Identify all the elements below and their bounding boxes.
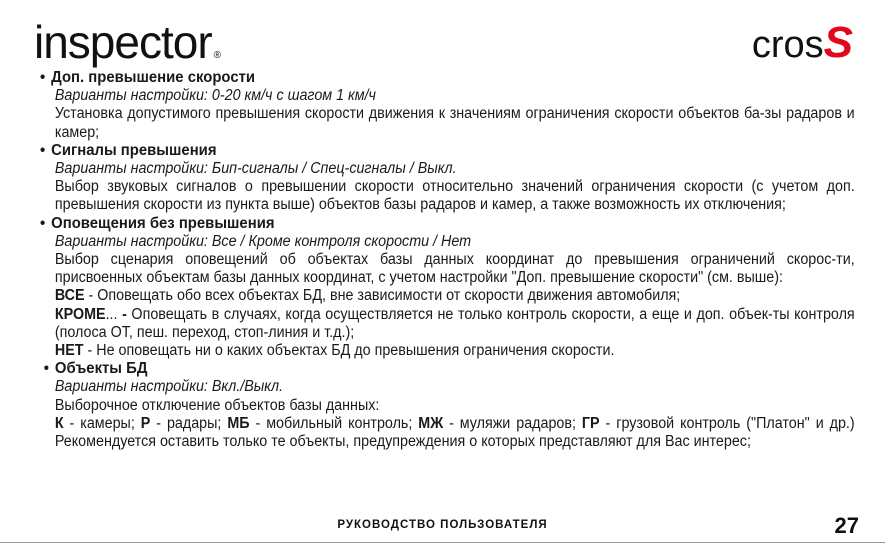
section-options: Варианты настройки: Вкл./Выкл. <box>54 378 284 396</box>
cross-logo <box>752 18 853 70</box>
db-legend: К - камеры; Р - радары; МБ - мобильный контроль; МЖ - муляжи радаров; ГР - грузовой контроль ("Платон" и др.) Рекомендуется оставить только те объекты, предупреждения о которых представляют для Вас интерес; <box>54 414 855 451</box>
footer-divider <box>0 542 885 543</box>
section-description: Выборочное отключение объектов базы данных: <box>54 396 380 414</box>
section-title: • Объекты БД <box>43 360 148 378</box>
registered-mark-icon: ® <box>213 50 221 61</box>
section-title: • Оповещения без превышения <box>40 214 275 232</box>
page-number: 27 <box>834 513 859 538</box>
section-description: Выбор звуковых сигналов о превышении скорости относительно значений ограничения скорости (с учетом доп. превышения скорости из пункта выше) объектов базы радаров и камер, а также возможность их отключения; <box>54 178 855 214</box>
cross-logo-accent: S <box>823 18 853 67</box>
footer-title: РУКОВОДСТВО ПОЛЬЗОВАТЕЛЯ <box>337 519 548 531</box>
section-description: Установка допустимого превышения скорости движения к значениям ограничения скорости объектов ба-зы радаров и камер; <box>54 105 855 141</box>
option-item: ВСЕ - Оповещать обо всех объектах БД, вне зависимости от скорости движения автомобиля; <box>54 287 681 305</box>
section-options: Варианты настройки: 0-20 км/ч с шагом 1 км/ч <box>54 87 376 105</box>
section-title: • Доп. превышение скорости <box>40 69 256 86</box>
section-title: • Сигналы превышения <box>40 141 217 159</box>
cross-logo-text: cros <box>751 24 824 66</box>
logo-text: inspector <box>34 16 212 68</box>
section-options: Варианты настройки: Бип-сигналы / Спец-сигналы / Выкл. <box>54 160 457 178</box>
section-options: Варианты настройки: Все / Кроме контроля скорости / Нет <box>54 232 472 250</box>
option-item: КРОМЕ... - Оповещать в случаях, когда осуществляется не только контроль скорости, а еще и доп. объек-ты контроля (полоса ОТ, пеш. переход, стоп-линия и т.д.); <box>54 305 855 341</box>
section-description: Выбор сценария оповещений об объектах базы данных координат до превышения ограничений скорос-ти, присвоенных объектам базы данных координат, с учетом настройки "Доп. превышение скорости" (см. выше): <box>54 251 855 287</box>
manual-content <box>40 69 855 451</box>
option-item: НЕТ - Не оповещать ни о каких объектах БД до превышения ограничения скорости. <box>54 342 615 360</box>
